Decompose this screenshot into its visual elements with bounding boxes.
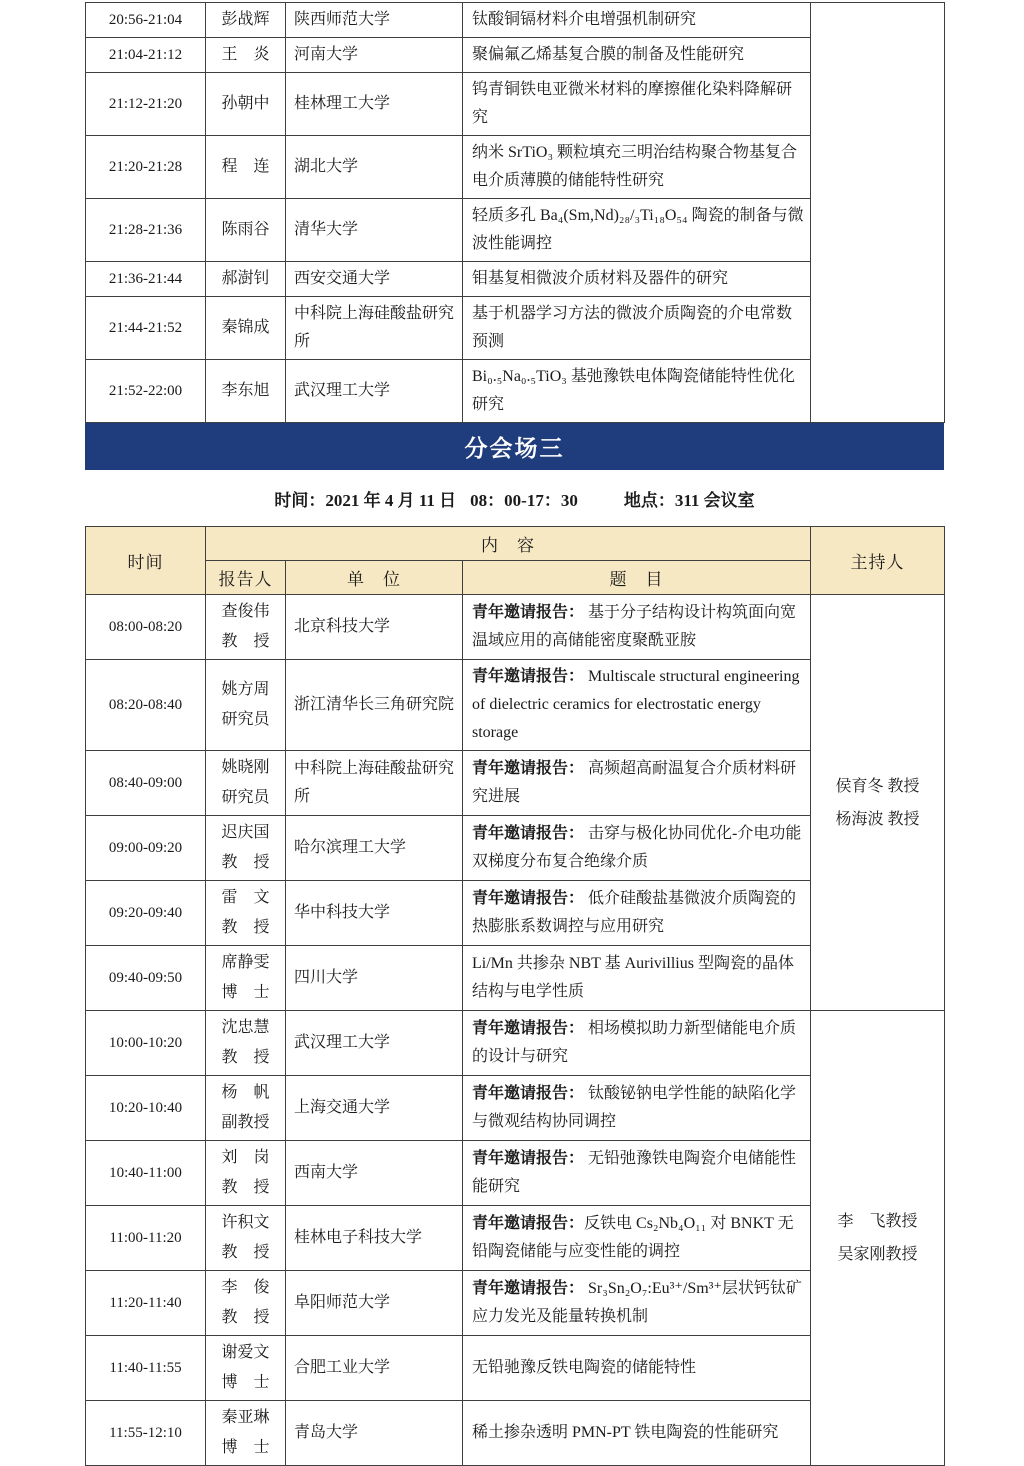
title-prefix: 青年邀请报告： (472, 890, 585, 907)
affiliation-cell: 阜阳师范大学 (286, 1271, 463, 1336)
chair-name: 吴家刚教授 (837, 1246, 918, 1263)
affiliation-cell: 西南大学 (286, 1141, 463, 1206)
time-cell: 08:20-08:40 (86, 660, 206, 751)
affiliation-cell: 合肥工业大学 (286, 1336, 463, 1401)
affiliation-cell: 桂林电子科技大学 (286, 1206, 463, 1271)
speaker-role: 博 士 (221, 1439, 270, 1456)
affiliation-cell: 湖北大学 (286, 136, 463, 199)
speaker-name: 查俊伟 (221, 603, 270, 620)
session-banner-title: 分会场三 (464, 436, 565, 461)
time-cell: 21:12-21:20 (86, 73, 206, 136)
speaker-cell (206, 881, 286, 946)
title-cell (463, 1011, 811, 1076)
title-text: 无铅驰豫反铁电陶瓷的储能特性 (472, 1359, 697, 1376)
time-cell: 08:40-09:00 (86, 751, 206, 816)
title-cell (463, 816, 811, 881)
time-cell: 11:40-11:55 (86, 1336, 206, 1401)
speaker-cell (206, 660, 286, 751)
title-prefix: 青年邀请报告： (472, 825, 585, 842)
title-cell (463, 1076, 811, 1141)
title-text: 反铁电 Cs₂Nb₄O₁₁ 对 BNKT 无铅陶瓷储能与应变性能的调控 (472, 1215, 794, 1260)
speaker-cell (206, 751, 286, 816)
speaker-name: 秦亚琳 (221, 1409, 270, 1426)
speaker-name: 李 俊 (221, 1279, 270, 1296)
affiliation-cell: 北京科技大学 (286, 595, 463, 660)
title-cell (463, 1271, 811, 1336)
session-info (85, 470, 944, 526)
title-cell (463, 1336, 811, 1401)
title-text: 无铅弛豫铁电陶瓷介电储能性能研究 (472, 1150, 797, 1195)
title-prefix: 青年邀请报告： (472, 668, 585, 685)
time-cell: 21:20-21:28 (86, 136, 206, 199)
speaker-cell (206, 946, 286, 1011)
affiliation-cell: 武汉理工大学 (286, 1011, 463, 1076)
speaker-name: 姚方周 (221, 681, 270, 698)
title-prefix: 青年邀请报告： (472, 1215, 585, 1232)
time-cell: 10:20-10:40 (86, 1076, 206, 1141)
speaker-cell: 郝澍钊 (206, 262, 286, 297)
chair-cell (811, 595, 945, 1011)
header-speaker: 报告人 (206, 561, 286, 595)
speaker-name: 姚晓刚 (221, 759, 270, 776)
speaker-role: 博 士 (221, 984, 270, 1001)
title-text: 稀土掺杂透明 PMN-PT 铁电陶瓷的性能研究 (472, 1424, 779, 1441)
title-text: 低介硅酸盐基微波介质陶瓷的热膨胀系数调控与应用研究 (472, 890, 797, 935)
speaker-name: 迟庆国 (221, 824, 270, 841)
speaker-role: 教 授 (221, 633, 270, 650)
time-cell: 21:36-21:44 (86, 262, 206, 297)
speaker-role: 副教授 (221, 1114, 270, 1131)
time-cell: 21:28-21:36 (86, 199, 206, 262)
affiliation-cell: 浙江清华长三角研究院 (286, 660, 463, 751)
chair-cell-empty (811, 3, 945, 423)
title-text: 基于分子结构设计构筑面向宽温域应用的高储能密度聚酰亚胺 (472, 604, 797, 649)
affiliation-cell: 陕西师范大学 (286, 3, 463, 38)
session-location: 地点：311 会议室 (623, 490, 755, 510)
speaker-cell (206, 595, 286, 660)
speaker-name: 沈忠慧 (221, 1019, 270, 1036)
title-cell: 钼基复相微波介质材料及器件的研究 (463, 262, 811, 297)
table-row (86, 3, 945, 38)
speaker-role: 研究员 (221, 711, 270, 728)
title-text: Multiscale structural engineering of dielectric ceramics for electrostatic energy storage (472, 668, 800, 741)
affiliation-cell: 哈尔滨理工大学 (286, 816, 463, 881)
speaker-cell (206, 1401, 286, 1466)
affiliation-cell: 清华大学 (286, 199, 463, 262)
title-prefix: 青年邀请报告： (472, 1020, 585, 1037)
title-prefix: 青年邀请报告： (472, 1150, 585, 1167)
speaker-cell (206, 1141, 286, 1206)
title-cell (463, 881, 811, 946)
speaker-cell: 王 炎 (206, 38, 286, 73)
speaker-role: 教 授 (221, 1179, 270, 1196)
speaker-name: 谢爱文 (221, 1344, 270, 1361)
title-cell (463, 1141, 811, 1206)
title-cell (463, 1206, 811, 1271)
session-banner (85, 423, 944, 470)
session3-table (85, 526, 945, 1466)
table-row (86, 595, 945, 660)
title-prefix: 青年邀请报告： (472, 1280, 585, 1297)
affiliation-cell: 青岛大学 (286, 1401, 463, 1466)
time-cell: 10:00-10:20 (86, 1011, 206, 1076)
speaker-name: 许积文 (221, 1214, 270, 1231)
time-cell: 11:55-12:10 (86, 1401, 206, 1466)
title-text: 高频超高耐温复合介质材料研究进展 (472, 760, 797, 805)
time-cell: 10:40-11:00 (86, 1141, 206, 1206)
speaker-cell (206, 1206, 286, 1271)
speaker-name: 刘 岗 (221, 1149, 270, 1166)
speaker-cell: 李东旭 (206, 360, 286, 423)
time-cell: 11:00-11:20 (86, 1206, 206, 1271)
table-row (86, 1011, 945, 1076)
evening-session-table (85, 2, 945, 423)
time-cell: 09:20-09:40 (86, 881, 206, 946)
title-text: 钛酸铋钠电学性能的缺陷化学与微观结构协同调控 (472, 1085, 797, 1130)
title-cell: Bi₀.₅Na₀.₅TiO₃ 基弛豫铁电体陶瓷储能特性优化研究 (463, 360, 811, 423)
affiliation-cell: 中科院上海硅酸盐研究所 (286, 751, 463, 816)
speaker-cell (206, 1011, 286, 1076)
title-cell (463, 751, 811, 816)
time-cell: 21:44-21:52 (86, 297, 206, 360)
title-prefix: 青年邀请报告： (472, 1085, 585, 1102)
speaker-role: 教 授 (221, 919, 270, 936)
chair-name: 侯育冬 教授 (835, 777, 920, 795)
speaker-cell: 秦锦成 (206, 297, 286, 360)
header-affiliation: 单 位 (286, 561, 463, 595)
speaker-cell: 彭战辉 (206, 3, 286, 38)
speaker-role: 教 授 (221, 1309, 270, 1326)
title-text: Li/Mn 共掺杂 NBT 基 Aurivillius 型陶瓷的晶体结构与电学性质 (472, 955, 794, 1000)
title-cell (463, 1401, 811, 1466)
speaker-cell: 程 连 (206, 136, 286, 199)
title-cell: 钛酸铜镉材料介电增强机制研究 (463, 3, 811, 38)
chair-cell (811, 1011, 945, 1466)
speaker-name: 杨 帆 (221, 1084, 270, 1101)
header-time: 时间 (86, 527, 206, 595)
affiliation-cell: 四川大学 (286, 946, 463, 1011)
speaker-role: 教 授 (221, 854, 270, 871)
affiliation-cell: 武汉理工大学 (286, 360, 463, 423)
title-cell: 聚偏氟乙烯基复合膜的制备及性能研究 (463, 38, 811, 73)
time-cell: 21:04-21:12 (86, 38, 206, 73)
title-cell (463, 595, 811, 660)
time-cell: 09:00-09:20 (86, 816, 206, 881)
speaker-role: 教 授 (221, 1244, 270, 1261)
header-chair: 主持人 (811, 527, 945, 595)
speaker-name: 雷 文 (221, 889, 270, 906)
title-cell: 钨青铜铁电亚微米材料的摩擦催化染料降解研究 (463, 73, 811, 136)
affiliation-cell: 中科院上海硅酸盐研究所 (286, 297, 463, 360)
title-cell: 轻质多孔 Ba₄(Sm,Nd)₂₈/₃Ti₁₈O₅₄ 陶瓷的制备与微波性能调控 (463, 199, 811, 262)
title-prefix: 青年邀请报告： (472, 760, 585, 777)
speaker-cell: 陈雨谷 (206, 199, 286, 262)
chair-name: 杨海波 教授 (835, 810, 920, 828)
session-date: 时间：2021 年 4 月 11 日 (274, 490, 457, 510)
title-prefix: 青年邀请报告： (472, 604, 585, 621)
title-cell (463, 946, 811, 1011)
title-text: Sr₃Sn₂O₇:Eu³⁺/Sm³⁺层状钙钛矿应力发光及能量转换机制 (472, 1280, 802, 1325)
speaker-name: 席静雯 (221, 954, 270, 971)
time-cell: 09:40-09:50 (86, 946, 206, 1011)
title-text: 相场模拟助力新型储能电介质的设计与研究 (472, 1020, 797, 1065)
speaker-cell (206, 1271, 286, 1336)
header-row (86, 527, 945, 561)
speaker-cell: 孙朝中 (206, 73, 286, 136)
affiliation-cell: 上海交通大学 (286, 1076, 463, 1141)
speaker-cell (206, 1336, 286, 1401)
speaker-role: 研究员 (221, 789, 270, 806)
speaker-cell (206, 816, 286, 881)
title-cell: 基于机器学习方法的微波介质陶瓷的介电常数预测 (463, 297, 811, 360)
speaker-cell (206, 1076, 286, 1141)
affiliation-cell: 桂林理工大学 (286, 73, 463, 136)
affiliation-cell: 河南大学 (286, 38, 463, 73)
chair-name: 李 飞教授 (837, 1213, 918, 1230)
header-content: 内 容 (206, 527, 811, 561)
header-title: 题 目 (463, 561, 811, 595)
speaker-role: 教 授 (221, 1049, 270, 1066)
title-text: 击穿与极化协同优化-介电功能双梯度分布复合绝缘介质 (472, 825, 802, 870)
speaker-role: 博 士 (221, 1374, 270, 1391)
title-cell (463, 660, 811, 751)
time-cell: 21:52-22:00 (86, 360, 206, 423)
time-cell: 11:20-11:40 (86, 1271, 206, 1336)
affiliation-cell: 西安交通大学 (286, 262, 463, 297)
title-cell: 纳米 SrTiO₃ 颗粒填充三明治结构聚合物基复合电介质薄膜的储能特性研究 (463, 136, 811, 199)
time-cell: 20:56-21:04 (86, 3, 206, 38)
affiliation-cell: 华中科技大学 (286, 881, 463, 946)
time-cell: 08:00-08:20 (86, 595, 206, 660)
session-hours: 08：00-17：30 (470, 490, 578, 510)
